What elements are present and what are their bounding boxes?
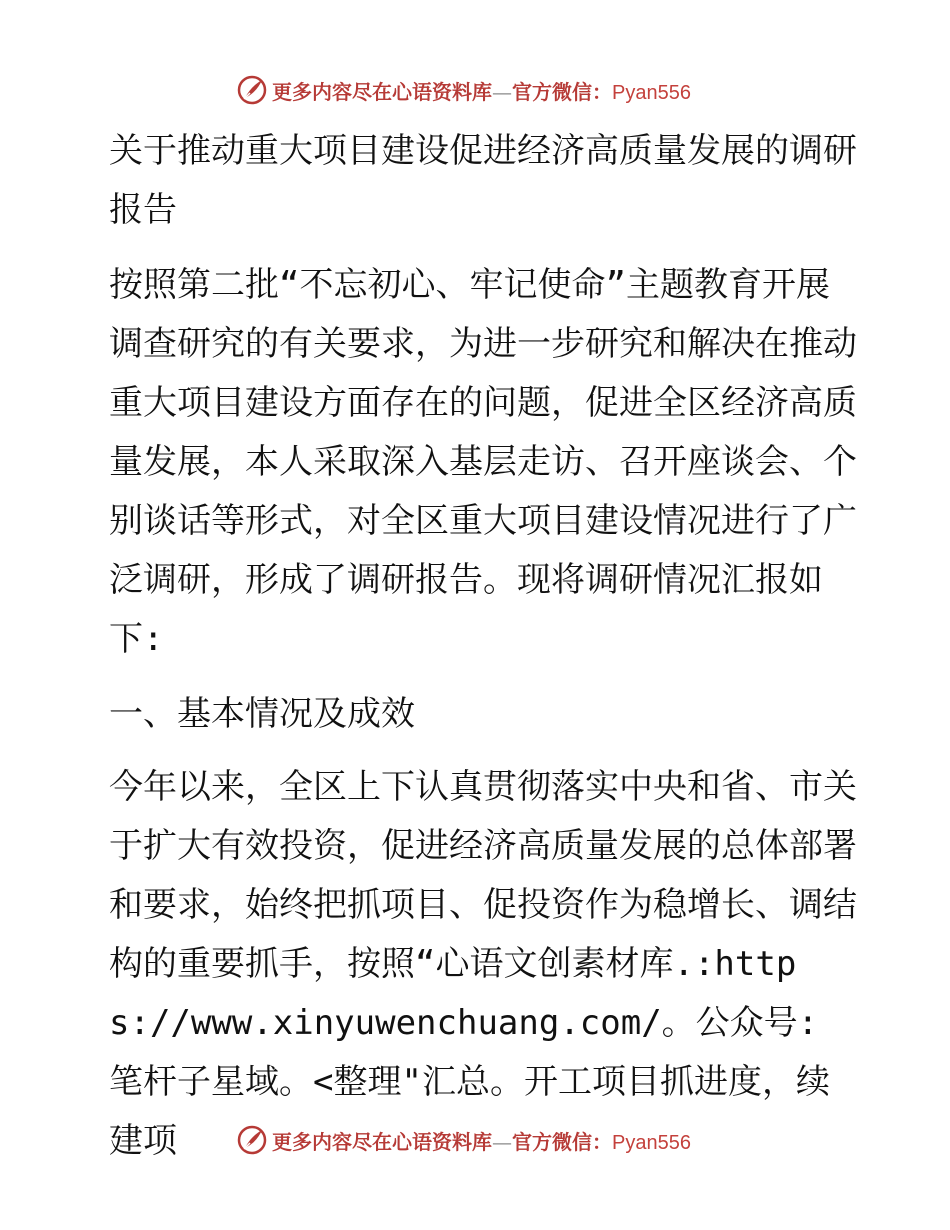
header-banner-text [272, 76, 691, 105]
paragraph-body: 今年以来，全区上下认真贯彻落实中央和省、市关于扩大有效投资，促进经济高质量发展的总体部署和要求，始终把抓项目、促投资作为稳增长、调结构的重要抓手，按照“心语文创素材库.:https://www.xinyuwenchuang.com/。公众号: 笔杆子星域。<整理"汇总。开工项目抓进度，续建项 [109, 767, 857, 1161]
header-banner-main: 更多内容尽在心语资料库 [272, 79, 492, 104]
paragraph-intro: 按照第二批“不忘初心、牢记使命”主题教育开展调查研究的有关要求，为进一步研究和解决在推动重大项目建设方面存在的问题，促进全区经济高质量发展，本人采取深入基层走访、召开座谈会、个别谈话等形式，对全区重大项目建设情况进行了广泛调研，形成了调研报告。现将调研情况汇报如下: [109, 265, 857, 659]
feather-pen-logo-icon [236, 74, 268, 106]
header-banner-separator: — [492, 79, 512, 104]
footer-banner-main: 更多内容尽在心语资料库 [272, 1129, 492, 1154]
header-banner-wechat-id: Pyan556 [612, 81, 691, 104]
section-heading: 一、基本情况及成效 [109, 694, 415, 734]
footer-banner-wechat-label: 官方微信： [512, 1129, 612, 1154]
document-body [97, 122, 857, 1187]
header-banner [236, 72, 691, 108]
footer-banner [236, 1122, 691, 1158]
header-banner-wechat-label: 官方微信： [512, 79, 612, 104]
footer-banner-text [272, 1126, 691, 1155]
document-title: 关于推动重大项目建设促进经济高质量发展的调研报告 [109, 131, 857, 230]
feather-pen-logo-icon [236, 1124, 268, 1156]
footer-banner-wechat-id: Pyan556 [612, 1131, 691, 1154]
footer-banner-separator: — [492, 1129, 512, 1154]
